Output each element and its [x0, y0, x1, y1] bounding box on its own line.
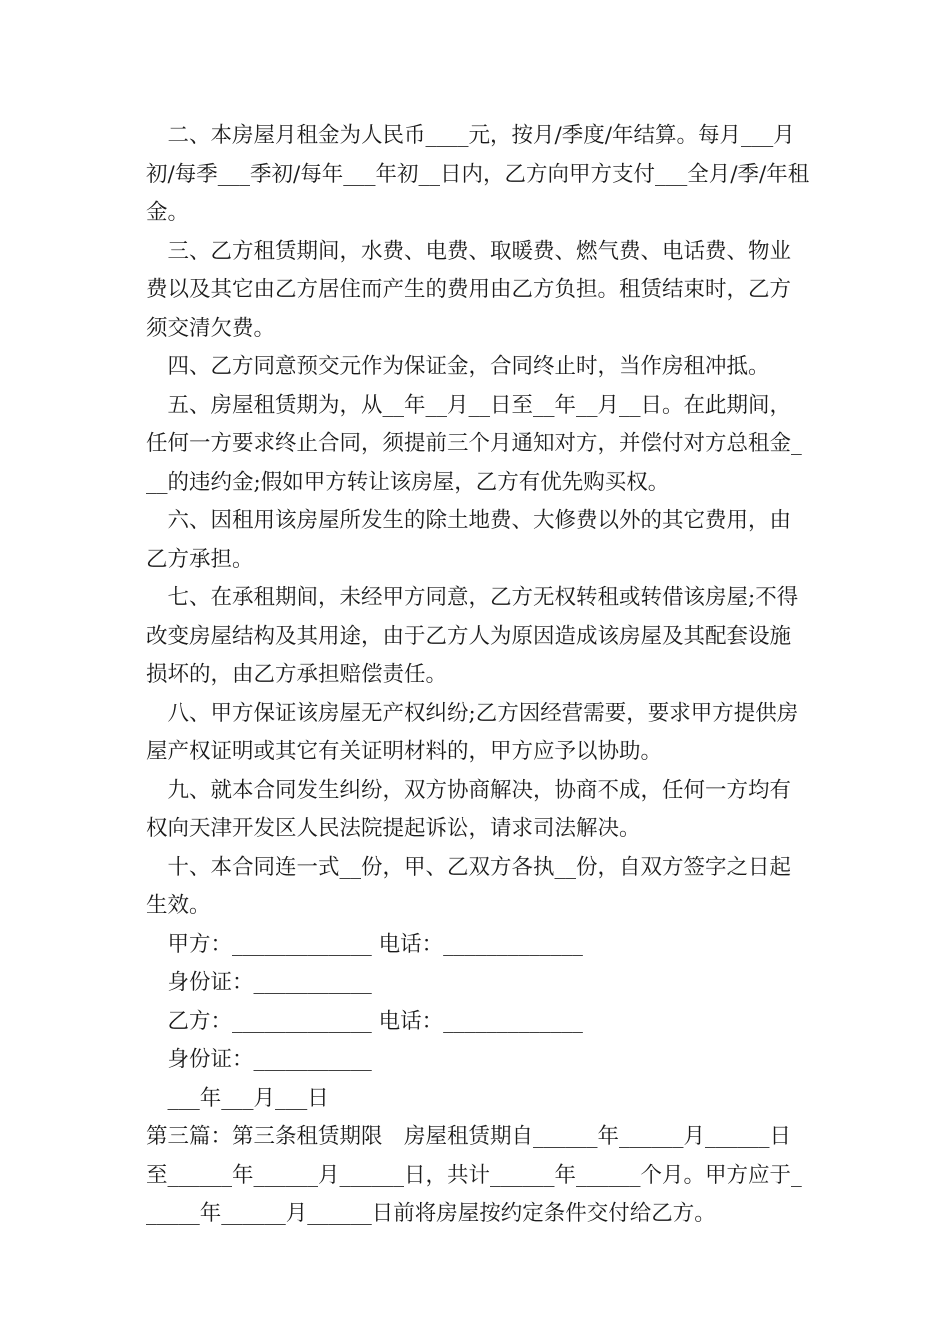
clause-eight: 八、甲方保证该房屋无产权纠纷;乙方因经营需要，要求甲方提供房屋产权证明或其它有关证明材料的，甲方应予以协助。	[146, 700, 799, 764]
section-three-lease-term: 第三篇：第三条租赁期限 房屋租赁期自______年______月______日至______年______月______日，共计______年______个月。甲方应于______年______月______日前将房屋按约定条件交付给乙方。	[146, 1124, 802, 1226]
clause-two: 二、本房屋月租金为人民币____元，按月/季度/年结算。每月___月初/每季___季初/每年___年初__日内，乙方向甲方支付___全月/季/年租金。	[146, 123, 810, 225]
clause-seven: 七、在承租期间，未经甲方同意，乙方无权转租或转借该房屋;不得改变房屋结构及其用途，由于乙方人为原因造成该房屋及其配套设施损坏的，由乙方承担赔偿责任。	[146, 585, 799, 687]
document-body	[146, 117, 810, 1234]
party-b-line: 乙方：_____________ 电话：_____________	[146, 1008, 583, 1034]
clause-five: 五、房屋租赁期为，从__年__月__日至__年__月__日。在此期间，任何一方要求终止合同，须提前三个月通知对方，并偿付对方总租金___的违约金;假如甲方转让该房屋，乙方有优先购买权。	[146, 392, 802, 495]
clause-six: 六、因租用该房屋所发生的除土地费、大修费以外的其它费用，由乙方承担。	[146, 508, 792, 572]
clause-three: 三、乙方租赁期间，水费、电费、取暖费、燃气费、电话费、物业费以及其它由乙方居住而产生的费用由乙方负担。租赁结束时，乙方须交清欠费。	[146, 238, 792, 341]
clause-ten: 十、本合同连一式__份，甲、乙双方各执__份，自双方签字之日起生效。	[146, 854, 792, 918]
clause-nine: 九、就本合同发生纠纷，双方协商解决，协商不成，任何一方均有权向天津开发区人民法院提起诉讼，请求司法解决。	[146, 777, 792, 841]
signing-date-line: ___年___月___日	[146, 1085, 329, 1111]
party-a-line: 甲方：_____________ 电话：_____________	[146, 931, 583, 957]
party-a-id-line: 身份证：___________	[146, 970, 372, 995]
party-b-id-line: 身份证：___________	[146, 1047, 372, 1072]
clause-four: 四、乙方同意预交元作为保证金，合同终止时，当作房租冲抵。	[146, 354, 770, 379]
